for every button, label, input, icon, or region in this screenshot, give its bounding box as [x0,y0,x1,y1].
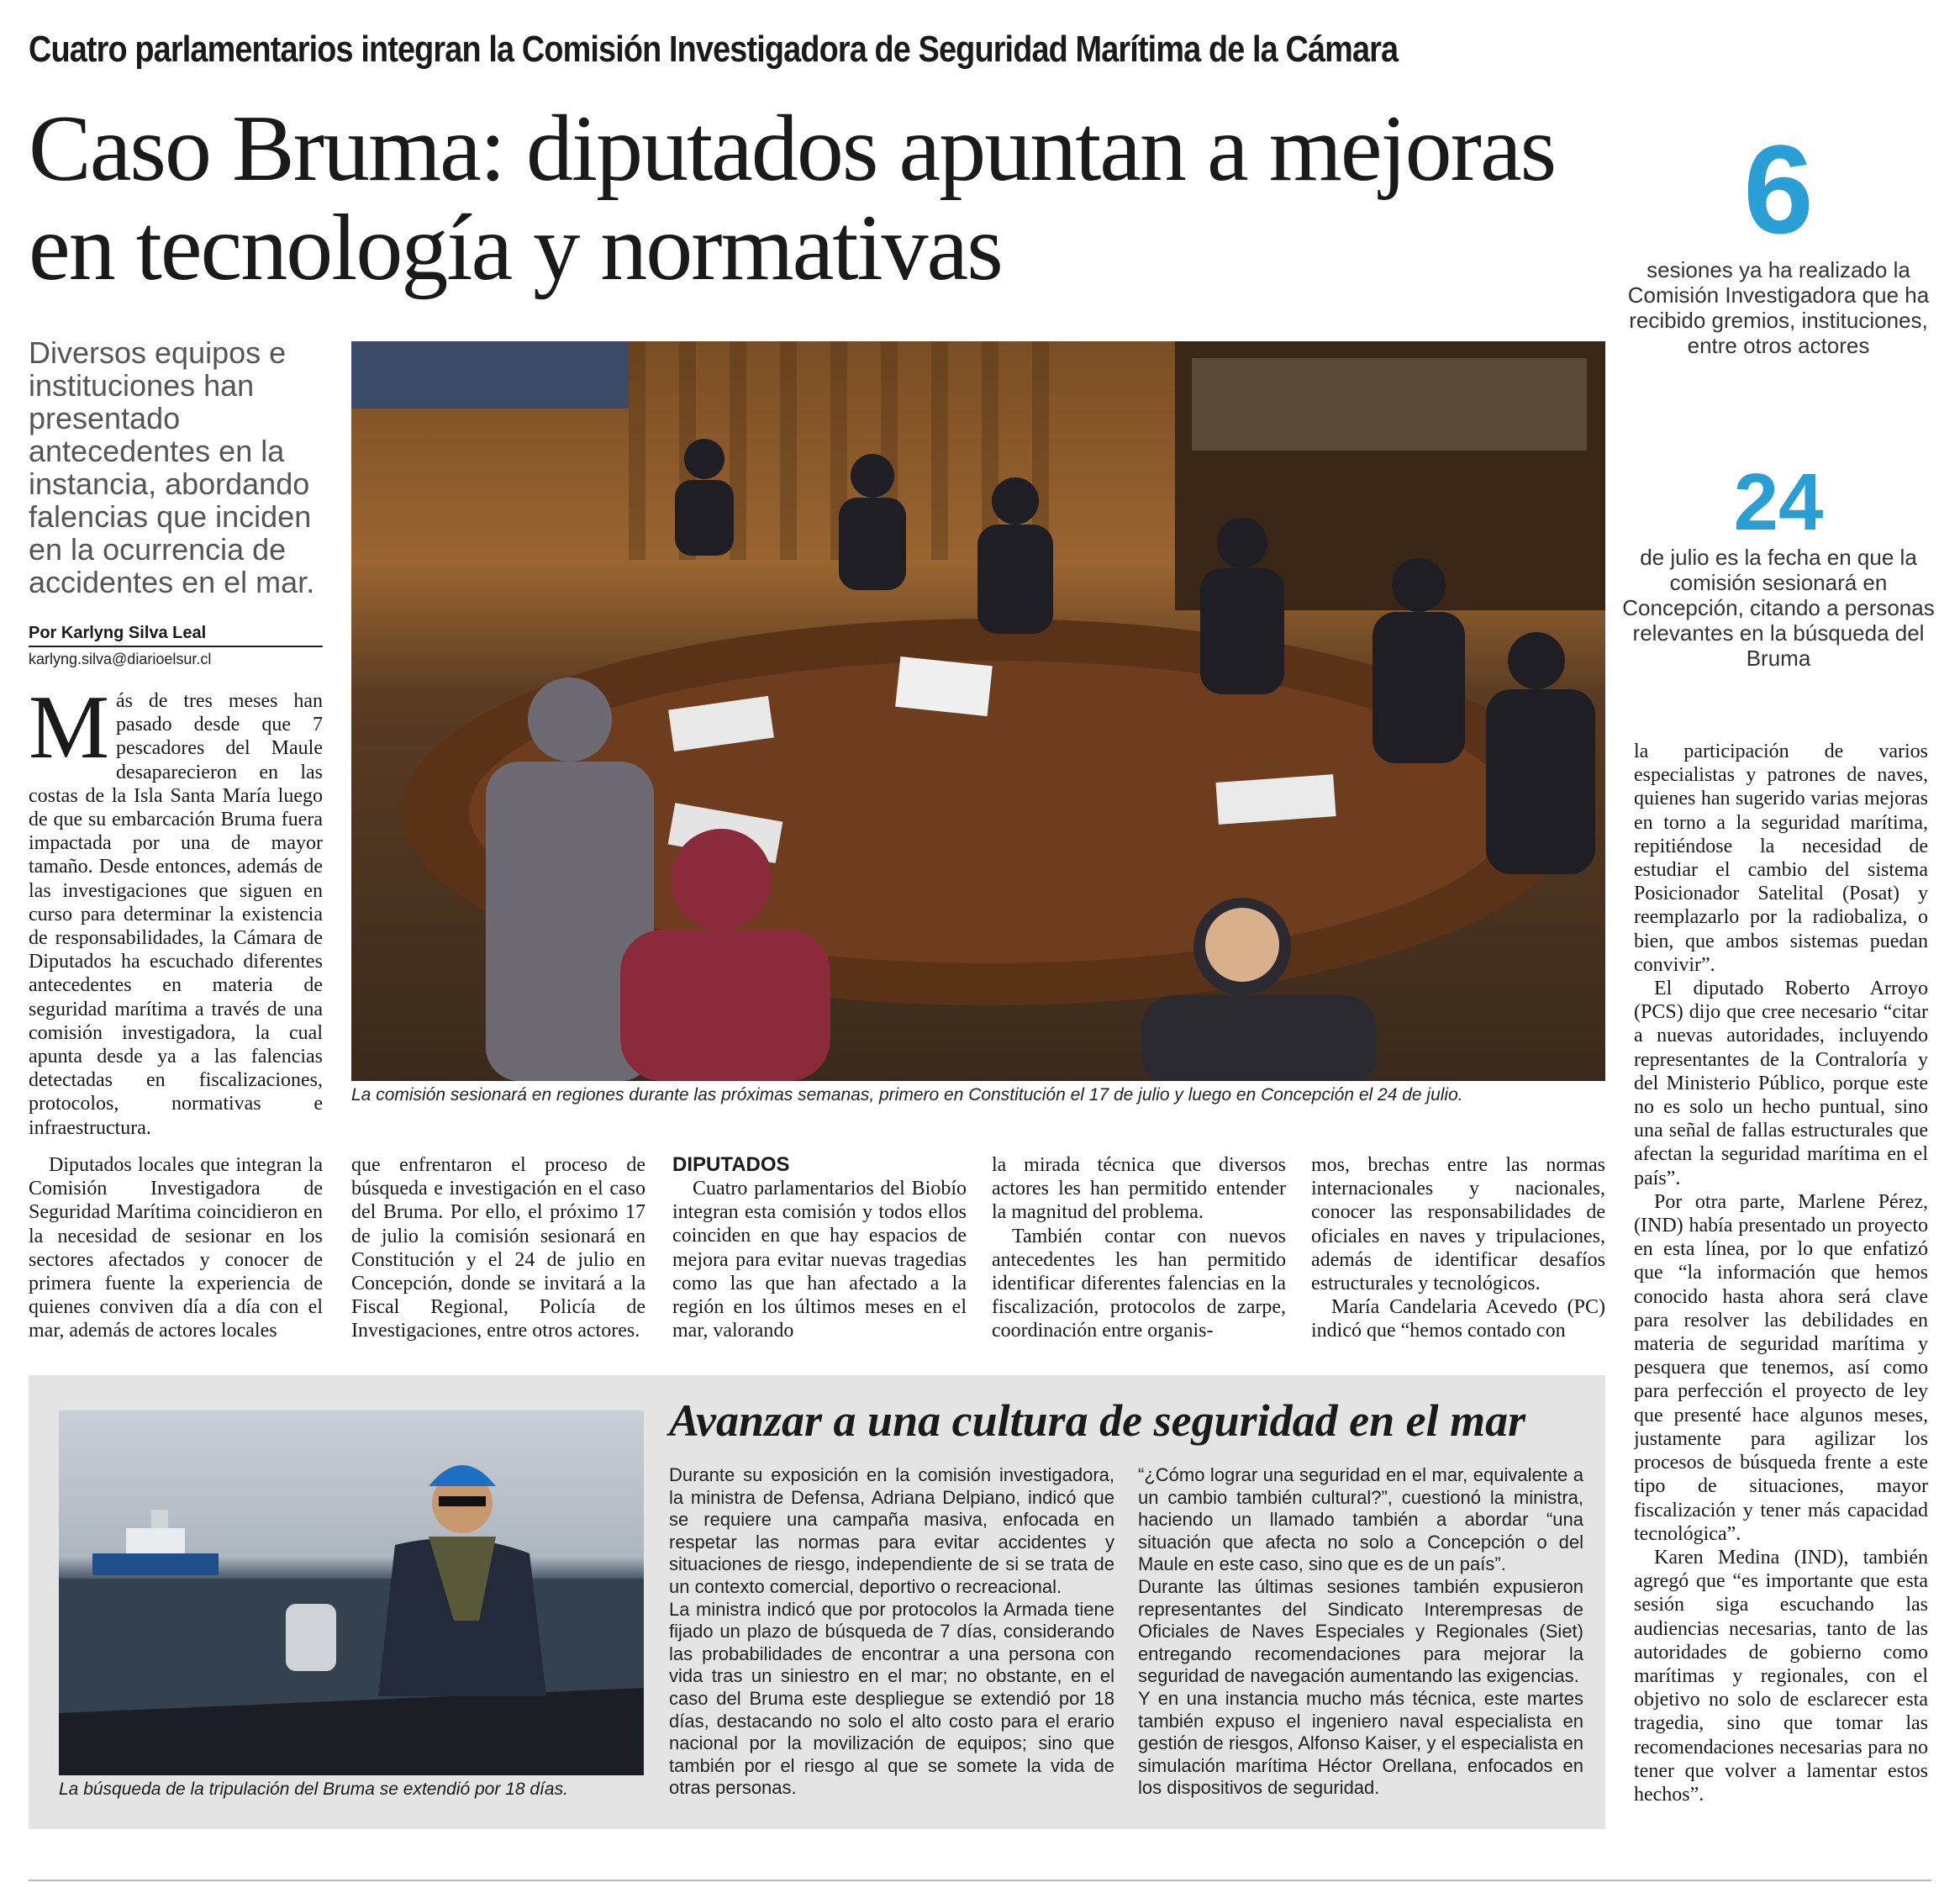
dropcap: M [29,689,110,778]
main-photo-caption: La comisión sesionará en regiones durante las próximas semanas, primero en Constitución el 17 de julio y luego en Concepción el 24 de julio. [351,1085,1463,1105]
article-paragraph-11: Por otra parte, Marlene Pérez, (IND) había presentado un proyecto en esta línea, por lo que enfatizó que “la información que hemos conocido hasta ahora será clave para resolver las debilidades en materia de seguridad marítima y pesquera que tenemos, así como para perfección el proyecto de ley que presenté hace algunos meses, justamente para agilizar los procesos de búsqueda frente a este tipo de situaciones, mayor fiscalización y tener más capacidad tecnológica”. [1634,1190,1928,1545]
article-column-3 [672,1153,967,1355]
article-column-1b [29,1153,323,1355]
main-photo [351,341,1605,1081]
article-column-5 [1311,1153,1605,1355]
article-paragraph-1: ás de tres meses han pasado desde que 7 pescadores del Maule desaparecieron en las costas de la Isla Santa María luego de que su embarcación Bruma fuera impactada por una de mayor tamaño. Desde entonces, además de las investigaciones que siguen en curso para determinar la existencia de responsabilidades, la Cámara de Diputados ha escuchado diferentes antecedentes en materia de seguridad marítima a través de una comisión investigadora, la cual apunta desde ya a las falencias detectadas en fiscalizaciones, protocolos, normativas e infraestructura. [29,690,323,1139]
kicker: Cuatro parlamentarios integran la Comisión Investigadora de Seguridad Marítima de la Cámara [29,29,1399,70]
stat-text-date: de julio es la fecha en que la comisión sesionará en Concepción, citando a personas relevantes en la búsqueda del Bruma [1622,545,1935,671]
article-paragraph-3: que enfrentaron el proceso de búsqueda e investigación en el caso del Bruma. Por ello, el próximo 17 de julio la comisión sesionará en Constitución y el 24 de julio en Concepción, donde se invitará a la Fiscal Regional, Policía de Investigaciones, entre otros actores. [351,1154,645,1342]
meeting-room-illustration [351,341,1605,1081]
article-paragraph-9: la participación de varios especialistas y patrones de naves, quienes han sugerido varias mejoras en torno a la seguridad marítima, repitiéndose la necesidad de estudiar el cambio del sistema Posicionador Satelital (Posat) y reemplazarlo por la radiobaliza, o bien, que ambos sistemas puedan convivir”. [1634,741,1928,976]
box-paragraph-4: Durante las últimas sesiones también expusieron representantes del Sindicato Interempresas de Oficiales de Naves Especiales y Regionales (Siet) entregando recomendaciones para mejorar la seguridad de navegación aumentando las exigencias. [1138,1575,1583,1687]
article-paragraph-7: mos, brechas entre las normas internacionales y nacionales, conocer las responsabilidades de oficiales en naves y tripulaciones, además de identificar desafíos estructurales y tecnológicos. [1311,1154,1605,1295]
article-column-1 [29,689,323,1152]
box-photo-caption: La búsqueda de la tripulación del Bruma se extendió por 18 días. [59,1780,568,1799]
article-paragraph-6: También contar con nuevos antecedentes les han permitido identificar diferentes falencias en la fiscalización, protocolos de zarpe, coordinación entre organis- [992,1225,1286,1342]
article-column-2 [351,1153,645,1355]
box-photo [59,1411,644,1775]
stat-number-sessions: 6 [1743,119,1814,260]
byline: Por Karlyng Silva Leal [29,624,323,647]
bottom-rule [29,1880,1931,1881]
article-paragraph-4: Cuatro parlamentarios del Biobío integran esta comisión y todos ellos coinciden en que hay espacios de mejora para evitar nuevas tragedias como las que han afectado a la región en los últimos meses en el mar, valorando [672,1178,967,1342]
headline: Caso Bruma: diputados apuntan a mejoras en tecnología y normativas [29,97,1556,300]
article-paragraph-12: Karen Medina (IND), también agregó que “es importante que esta sesión siga escuchando las audiencias necesarias, tanto de las autoridades de gobierno como marítimas y regionales, con el objetivo no solo de esclarecer esta tragedia, sino que tomar las recomendaciones necesarias para no tener que volver a lamentar estos hechos”. [1634,1546,1928,1806]
box-column-1 [669,1464,1114,1817]
article-column-4 [992,1153,1286,1355]
article-paragraph-2: Diputados locales que integran la Comisión Investigadora de Seguridad Marítima coincidieron en la necesidad de sesionar en los sectores afectados y conocer de primera fuente la experiencia de quienes conviven día a día con el mar, además de actores locales [29,1154,323,1342]
deck: Diversos equipos e instituciones han presentado antecedentes en la instancia, abordando falencias que inciden en la ocurrencia de accidentes en el mar. [29,335,315,599]
article-paragraph-5: la mirada técnica que diversos actores les han permitido entender la magnitud del problema. [992,1154,1286,1224]
author-email: karlyng.silva@diarioelsur.cl [29,651,212,667]
boat-illustration [59,1411,644,1775]
article-paragraph-10: El diputado Roberto Arroyo (PCS) dijo que cree necesario “citar a nuevas autoridades, incluyendo representantes de la Contraloría y del Ministerio Público, porque este no es solo un hecho puntual, sino una señal de fallas estructurales que afectan la seguridad marítima en el país”. [1634,978,1928,1189]
stat-text-sessions: sesiones ya ha realizado la Comisión Investigadora que ha recibido gremios, instituciones, entre otros actores [1627,257,1930,358]
article-subhead: DIPUTADOS [672,1153,790,1176]
stat-number-date: 24 [1733,457,1824,547]
box-paragraph-2: La ministra indicó que por protocolos la Armada tiene fijado un plazo de búsqueda de 7 días, considerando las probabilidades de encontrar a una persona con vida tras un siniestro en el mar; no obstante, en el caso del Bruma este despliegue se extendió por 18 días, destacando no solo el alto costo para el erario nacional por la movilización de equipos; sino que también por el riesgo al que se somete la vida de otras personas. [669,1598,1114,1799]
box-title: Avanzar a una cultura de seguridad en el mar [669,1395,1526,1446]
box-paragraph-5: Y en una instancia mucho más técnica, este martes también expuso el ingeniero naval especialista en gestión de riesgos, Alfonso Kaiser, y el especialista en simulación marítima Héctor Orellana, enfocados en los dispositivos de seguridad. [1138,1687,1583,1799]
article-column-right [1634,740,1928,1832]
article-paragraph-8: María Candelaria Acevedo (PC) indicó que “hemos contado con [1311,1296,1605,1342]
box-column-2 [1138,1464,1583,1817]
box-paragraph-1: Durante su exposición en la comisión investigadora, la ministra de Defensa, Adriana Delpiano, indicó que se requiere una campaña masiva, enfocada en respetar las normas para evitar accidentes y situaciones de riesgo, independiente de si se trata de un contexto comercial, deportivo o recreacional. [669,1464,1114,1597]
box-paragraph-3: “¿Cómo lograr una seguridad en el mar, equivalente a un cambio también cultural?”, cuestionó la ministra, haciendo un llamado también a abordar “una situación que afecta no solo a Concepción o del Maule en este caso, sino que es de un país”. [1138,1464,1583,1575]
